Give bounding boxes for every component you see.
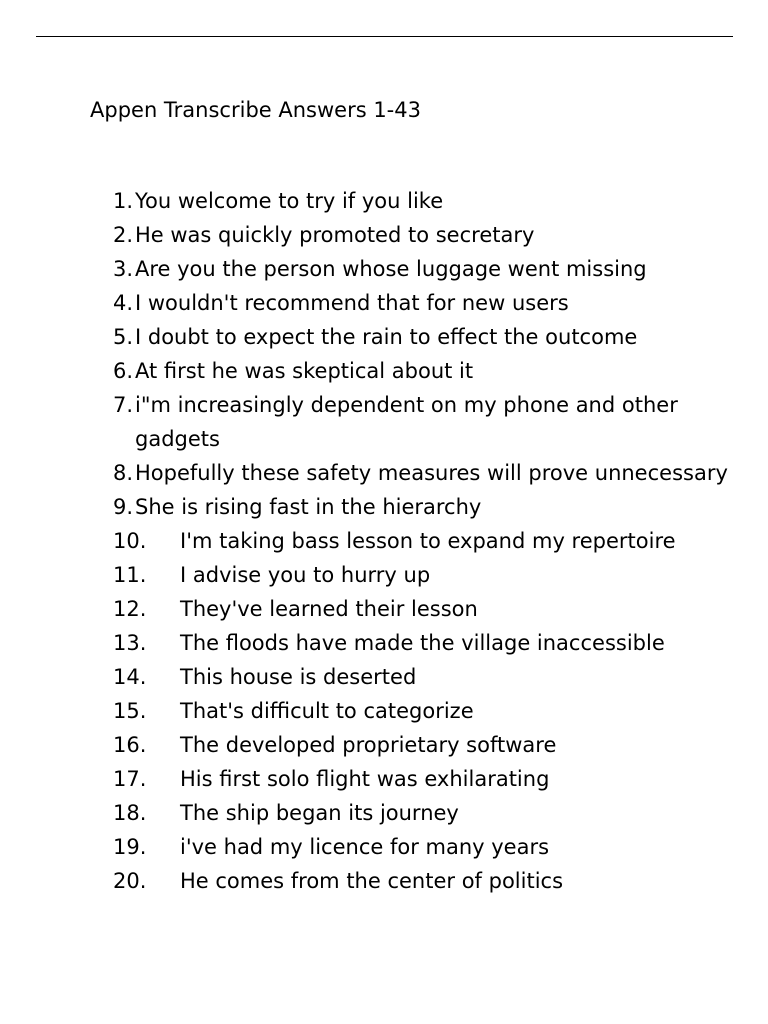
item-number: 10.	[113, 529, 147, 553]
item-number: 4.	[113, 291, 134, 315]
item-number: 7.	[113, 393, 134, 417]
list-item	[0, 456, 768, 490]
item-text: He was quickly promoted to secretary	[135, 223, 535, 247]
item-text: That's difficult to categorize	[180, 699, 474, 723]
item-text: The developed proprietary software	[180, 733, 557, 757]
item-text: i've had my licence for many years	[180, 835, 550, 859]
item-number: 3.	[113, 257, 134, 281]
list-item	[0, 660, 768, 694]
item-text: This house is deserted	[180, 665, 417, 689]
item-number: 14.	[113, 665, 147, 689]
item-number: 13.	[113, 631, 147, 655]
item-number: 18.	[113, 801, 147, 825]
list-item	[0, 252, 768, 286]
item-number: 6.	[113, 359, 134, 383]
item-text: I advise you to hurry up	[180, 563, 431, 587]
item-number: 8.	[113, 461, 134, 485]
list-item	[0, 490, 768, 524]
item-text: Are you the person whose luggage went missing	[135, 257, 647, 281]
list-item	[0, 592, 768, 626]
list-item	[0, 728, 768, 762]
item-text: His first solo flight was exhilarating	[180, 767, 550, 791]
item-number: 16.	[113, 733, 147, 757]
list-item	[0, 524, 768, 558]
list-item	[0, 388, 768, 456]
item-text: She is rising fast in the hierarchy	[135, 495, 482, 519]
list-item	[0, 796, 768, 830]
header-divider	[36, 36, 733, 37]
list-item	[0, 830, 768, 864]
item-text: I wouldn't recommend that for new users	[135, 291, 569, 315]
item-number: 5.	[113, 325, 134, 349]
item-text: You welcome to try if you like	[135, 189, 444, 213]
item-number: 2.	[113, 223, 134, 247]
list-item	[0, 218, 768, 252]
list-item	[0, 184, 768, 218]
item-number: 17.	[113, 767, 147, 791]
list-item	[0, 558, 768, 592]
item-number: 12.	[113, 597, 147, 621]
item-text: I doubt to expect the rain to effect the outcome	[135, 325, 638, 349]
list-item	[0, 626, 768, 660]
list-item	[0, 864, 768, 898]
item-text: The floods have made the village inaccessible	[180, 631, 665, 655]
list-item	[0, 694, 768, 728]
item-text: I'm taking bass lesson to expand my repertoire	[180, 529, 676, 553]
answer-list	[0, 184, 768, 898]
item-text: i"m increasingly dependent on my phone and other gadgets	[135, 393, 678, 451]
item-number: 1.	[113, 189, 134, 213]
item-text: At first he was skeptical about it	[135, 359, 474, 383]
list-item	[0, 762, 768, 796]
item-number: 9.	[113, 495, 134, 519]
item-text: Hopefully these safety measures will prove unnecessary	[135, 461, 728, 485]
item-number: 20.	[113, 869, 147, 893]
list-item	[0, 320, 768, 354]
item-number: 11.	[113, 563, 147, 587]
list-item	[0, 286, 768, 320]
item-number: 15.	[113, 699, 147, 723]
item-text: The ship began its journey	[180, 801, 459, 825]
item-text: He comes from the center of politics	[180, 869, 564, 893]
item-number: 19.	[113, 835, 147, 859]
item-text: They've learned their lesson	[180, 597, 478, 621]
document-title: Appen Transcribe Answers 1-43	[90, 98, 421, 122]
list-item	[0, 354, 768, 388]
